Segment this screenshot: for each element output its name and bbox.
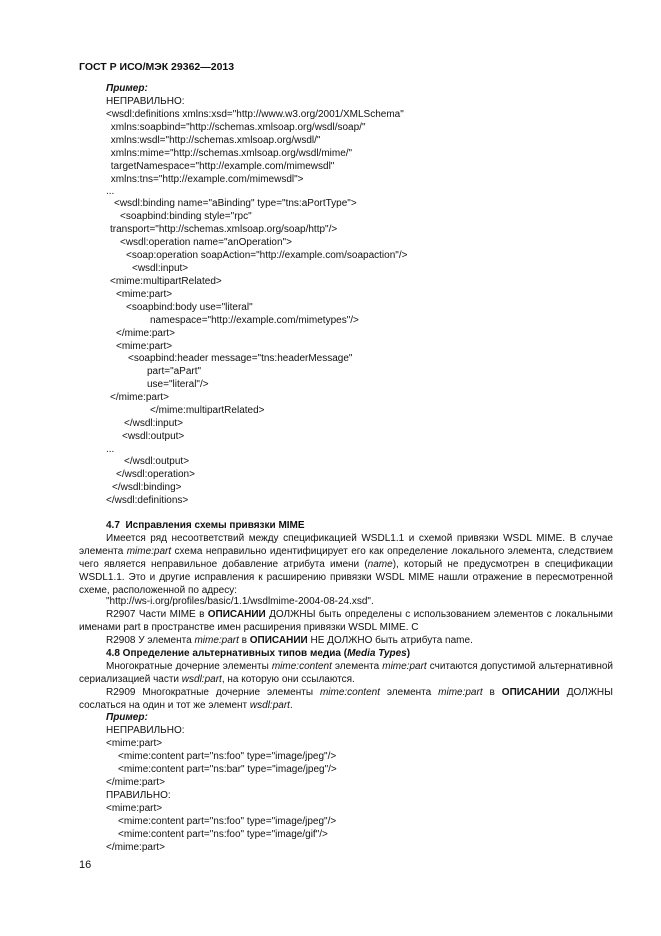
code-line: <wsdl:binding name="aBinding" type="tns:aPortType"> [114,198,357,209]
rule-r2909: R2909 Многократные дочерние элементы mime:content элемента mime:part в ОПИСАНИИ ДОЛЖНЫ сослаться на один и тот же элемент wsdl:part. [79,687,613,711]
code-line: ... [106,186,115,197]
code-line: <mime:content part="ns:foo" type="image/gif"/> [118,829,328,840]
code-line: <soapbind:header message="tns:headerMessage" [128,353,353,364]
code-line: transport="http://schemas.xmlsoap.org/soap/http"/> [110,224,338,235]
code-line: xmlns:mime="http://schemas.xmlsoap.org/wsdl/mime/" [108,148,353,159]
code-line: xmlns:wsdl="http://schemas.xmlsoap.org/wsdl/" [108,135,321,146]
section-4-8-paragraph: Многократные дочерние элементы mime:content элемента mime:part считаются допустимой альтернативной сериализацией части wsdl:part, на которую они ссылаются. [79,661,613,685]
code-line: </wsdl:definitions> [106,495,189,506]
code-line: </wsdl:operation> [116,469,195,480]
code-line: use="literal"/> [147,379,209,390]
code-line: <mime:part> [116,341,173,352]
code-line: <mime:multipartRelated> [110,276,222,287]
code-line: <wsdl:output> [122,431,185,442]
code-line: </wsdl:input> [124,418,183,429]
code-line: <wsdl:operation name="anOperation"> [120,237,292,248]
section-4-7-paragraph: Имеется ряд несоответствий между спецификацией WSDL1.1 и схемой привязки WSDL MIME. В случае элемента mime:part схема неправильно идентифицирует его как определение локального элемента, следствием чего является неправильное добавление атрибута имени (name), который не предусмотрен в спецификации WSDL1.1. Это и другие исправления к расширению привязки WSDL MIME нашли отражение в пересмотренной схеме, расположенной по адресу: [79,533,614,596]
code-line: xmlns:soapbind="http://schemas.xmlsoap.org/wsdl/soap/" [108,122,366,133]
schema-url: "http://ws-i.org/profiles/basic/1.1/wsdlmime-2004-08-24.xsd". [106,596,374,607]
code-line: <wsdl:definitions xmlns:xsd="http://www.w3.org/2001/XMLSchema" [106,109,404,120]
code-line: </wsdl:output> [124,456,190,467]
code-line: <mime:part> [106,738,163,749]
code-line: <mime:content part="ns:bar" type="image/jpeg"/> [118,764,337,775]
code-line: targetNamespace="http://example.com/mimewsdl" [108,161,335,172]
right-label: ПРАВИЛЬНО: [106,790,171,801]
code-line: </wsdl:binding> [112,482,182,493]
code-line: namespace="http://example.com/mimetypes"/> [150,315,359,326]
code-line: <mime:content part="ns:foo" type="image/jpeg"/> [118,816,337,827]
example-label: Пример: [106,712,148,723]
rule-r2907: R2907 Части MIME в ОПИСАНИИ ДОЛЖНЫ быть определены с использованием элементов с локальными именами part в пространстве имен расширения привязки WSDL MIME. С [79,609,613,633]
code-line: <mime:part> [106,803,163,814]
code-line: </mime:multipartRelated> [150,405,265,416]
code-line: <soapbind:body use="literal" [126,302,253,313]
code-line: xmlns:tns="http://example.com/mimewsdl"> [108,174,304,185]
code-line: <soapbind:binding style="rpc" [120,211,252,222]
document-header: ГОСТ Р ИСО/МЭК 29362—2013 [79,61,235,73]
code-line: <wsdl:input> [132,263,189,274]
page-number: 16 [79,859,92,871]
section-4-8-title: 4.8 Определение альтернативных типов медиа (Media Types) [106,648,411,659]
example-label: Пример: [106,83,148,94]
code-line: <soap:operation soapAction="http://example.com/soapaction"/> [126,250,408,261]
code-line: </mime:part> [106,842,165,853]
code-line: </mime:part> [110,392,169,403]
code-line: </mime:part> [116,328,175,339]
code-line: <mime:part> [116,289,173,300]
code-line: </mime:part> [106,777,165,788]
rule-r2908: R2908 У элемента mime:part в ОПИСАНИИ НЕ ДОЛЖНО быть атрибута name. [106,635,473,646]
wrong-label: НЕПРАВИЛЬНО: [106,725,185,736]
wrong-label: НЕПРАВИЛЬНО: [106,96,185,107]
code-line: <mime:content part="ns:foo" type="image/jpeg"/> [118,751,337,762]
code-line: part="aPart" [147,366,202,377]
code-line: ... [106,444,115,455]
section-4-7-title: 4.7 Исправления схемы привязки MIME [106,520,305,531]
